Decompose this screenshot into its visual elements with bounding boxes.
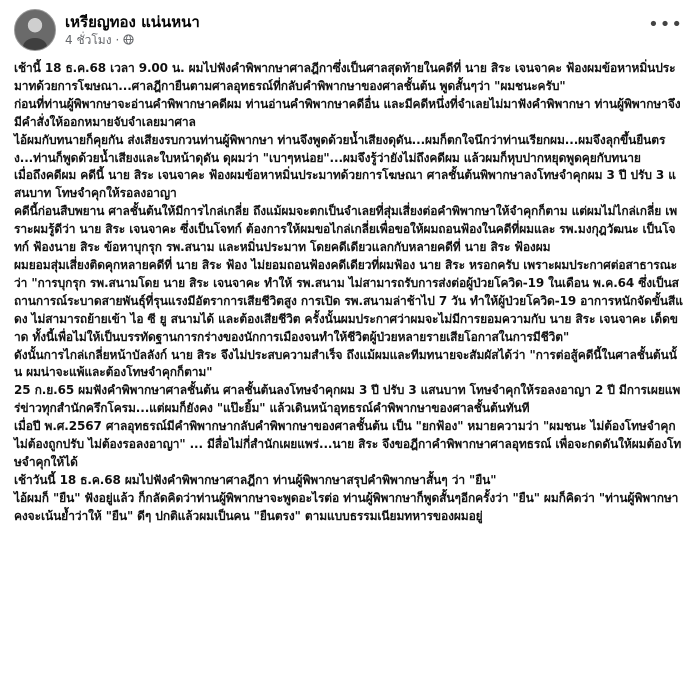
post-meta [65,32,200,48]
post-header [14,8,683,52]
post-paragraph: 25 ก.ย.65 ผมฟังคำพิพากษาศาลชั้นต้น ศาลชั้นต้นลงโทษจำคุกผม 3 ปี ปรับ 3 แสนบาท โทษจำคุกให้รอลงอาญา 2 ปี มีการเผยแพร่ข่าวทุกสำนักครึกโครม...แต่ผมก็ยังคง "แป๊ะยิ้ม" แล้วเดินหน้าอุทธรณ์คำพิพากษาของศาลชั้นต้นทันที [14,383,681,416]
post-paragraph: เมื่อถึงคดีผม คดีนี้ นาย สิระ เจนจาคะ ฟ้องผมข้อหาหมิ่นประมาทด้วยการโฆษณา ศาลชั้นต้นพิพากษาลงโทษจำคุกผม 3 ปี ปรับ 3 แสนบาท โทษจำคุกให้รอลงอาญา [14,168,676,201]
post-paragraph: เมื่อปี พ.ศ.2567 ศาลอุทธรณ์มีคำพิพากษากลับคำพิพากษาของศาลชั้นต้น เป็น "ยกฟ้อง" หมายความว่า "ผมชนะ ไม่ต้องโทษจำคุก ไม่ต้องถูกปรับ ไม่ต้องรอลงอาญา" ... มีสื่อไม่กี่สำนักเผยแพร่...นาย สิระ จึงขอฎีกาคำพิพากษาศาลอุทธรณ์ เพื่อจะกดดันให้ผมต้องโทษจำคุกให้ได้ [14,419,682,469]
post-paragraph: ก่อนที่ท่านผู้พิพากษาจะอ่านคำพิพากษาคดีผม ท่านอ่านคำพิพากษาคดีอื่น และมีคดีหนึ่งที่จำเลยไม่มาฟังคำพิพากษา ท่านผู้พิพากษาจึงมีคำสั่งให้ออกหมายจับจำเลยมาศาล [14,96,681,129]
post-paragraph: ไอ้ผมก็ "ยืน" ฟังอยู่แล้ว ก็กลัดคิดว่าท่านผู้พิพากษาจะพูดอะไรต่อ ท่านผู้พิพากษาก็พูดสั้นๆอีกครั้งว่า "ยืน" ผมก็คิดว่า "ท่านผู้พิพากษาคงจะเน้นย้ำว่าให้ "ยืน" ดีๆ ปกติแล้วผมเป็นคน "ยืนตรง" ตามแบบธรรมเนียมทหารของผมอยู่ [14,490,679,523]
post-paragraph: ผมยอมสุ่มเสี่ยงติดคุกหลายคดีที่ นาย สิระ ฟ้อง ไม่ยอมถอนฟ้องคดีเดียวที่ผมฟ้อง นาย สิระ หรอกครับ เพราะผมประกาศต่อสาธารณะว่า "การบุกรุก รพ.สนามโดย นาย สิระ เจนจาคะ ทำให้ รพ.สนาม ไม่สามารถรับการส่งต่อผู้ป่วยโควิด-19 ในเดือน พ.ค.64 ซึ่งเป็นสถานการณ์ระบาดสายพันธุ์ที่รุนแรงมีอัตราการเสียชีวิตสูง การเปิด รพ.สนามล่าช้าไป 7 วัน ทำให้ผู้ป่วยโควิด-19 อาการหนักจัดขั้นสีแดง ไม่สามารถย้ายเข้า ไอ ซี ยู สนามได้ และต้องเสียชีวิต ครั้งนั้นผมประกาศว่าผมจะไม่มีการยอมความกับ นาย สิระ เจนจาคะ เด็ดขาด ทั้งนี้เพื่อไม่ให้เป็นบรรทัดฐานการกร่างของนักการเมืองจนทำให้ชีวิตผู้ป่วยหลายรายเสียโอกาสในการมีชีวิต" [14,257,683,344]
post-paragraph: ไอ้ผมกับทนายก็คุยกัน ส่งเสียงรบกวนท่านผู้พิพากษา ท่านจึงพูดด้วยน้ำเสียงดุดัน...ผมก็ตกใจนึกว่าท่านเรียกผม...ผมจึงลุกขึ้นยืนตรง...ท่านก็พูดด้วยน้ำเสียงและใบหน้าดุดัน ดุผมว่า "เบาๆหน่อย"...ผมจึงรู้ว่ายังไม่ถึงคดีผม แล้วผมก็หุบปากหยุดพูดคุยกับทนาย [14,132,666,165]
more-options-icon[interactable]: ••• [648,14,683,35]
post-paragraph: คดีนี้ก่อนสืบพยาน ศาลชั้นต้นให้มีการไกล่เกลี่ย ถึงแม้ผมจะตกเป็นจำเลยที่สุ่มเสี่ยงต่อคำพิพากษาให้จำคุกก็ตาม แต่ผมไม่ไกล่เกลี่ย เพราะผมรู้ดีว่า นาย สิระ เจนจาคะ ซึ่งเป็นโจทก์ ต้องการให้ผมขอไกล่เกลี่ยเพื่อขอให้ผมถอนฟ้องในคดีที่ผมและ รพ.มงกุฎวัฒนะ เป็นโจทก์ ฟ้องนาย สิระ ข้อหาบุกรุก รพ.สนาม และหมิ่นประมาท โดยคดีเดียวแลกกับหลายคดีที่ นาย สิระ ฟ้องผม [14,204,678,255]
post-paragraph: เช้าวันนี้ 18 ธ.ค.68 ผมไปฟังคำพิพากษาศาลฎีกา ท่านผู้พิพากษาสรุปคำพิพากษาสั้นๆ ว่า "ยืน" [14,472,497,487]
avatar[interactable] [14,9,56,51]
author-block [65,13,200,48]
author-name[interactable]: เหรียญทอง แน่นหนา [65,12,200,31]
meta-separator: · [115,32,120,47]
post-body [14,60,683,526]
post-paragraph: เช้านี้ 18 ธ.ค.68 เวลา 9.00 น. ผมไปฟังคำพิพากษาศาลฎีกาซึ่งเป็นศาลสุดท้ายในคดีที่ นาย สิระ เจนจาคะ ฟ้องผมข้อหาหมิ่นประมาทด้วยการโฆษณา...ศาลฎีกายืนตามศาลอุทธรณ์ที่กลับคำพิพากษาของศาลชั้นต้น พูดสั้นๆว่า "ผมชนะครับ" [14,61,676,93]
post-paragraph: ดังนั้นการไกล่เกลี่ยหน้าบัลลังก์ นาย สิระ จึงไม่ประสบความสำเร็จ ถึงแม้ผมและทีมทนายจะสัมผัสได้ว่า "การต่อสู้คดีนี้ในศาลชั้นต้นนั้น ผมน่าจะแพ้และต้องโทษจำคุกก็ตาม" [14,347,677,380]
post-time[interactable]: 4 ชั่วโมง [65,32,112,47]
globe-icon [123,34,134,45]
